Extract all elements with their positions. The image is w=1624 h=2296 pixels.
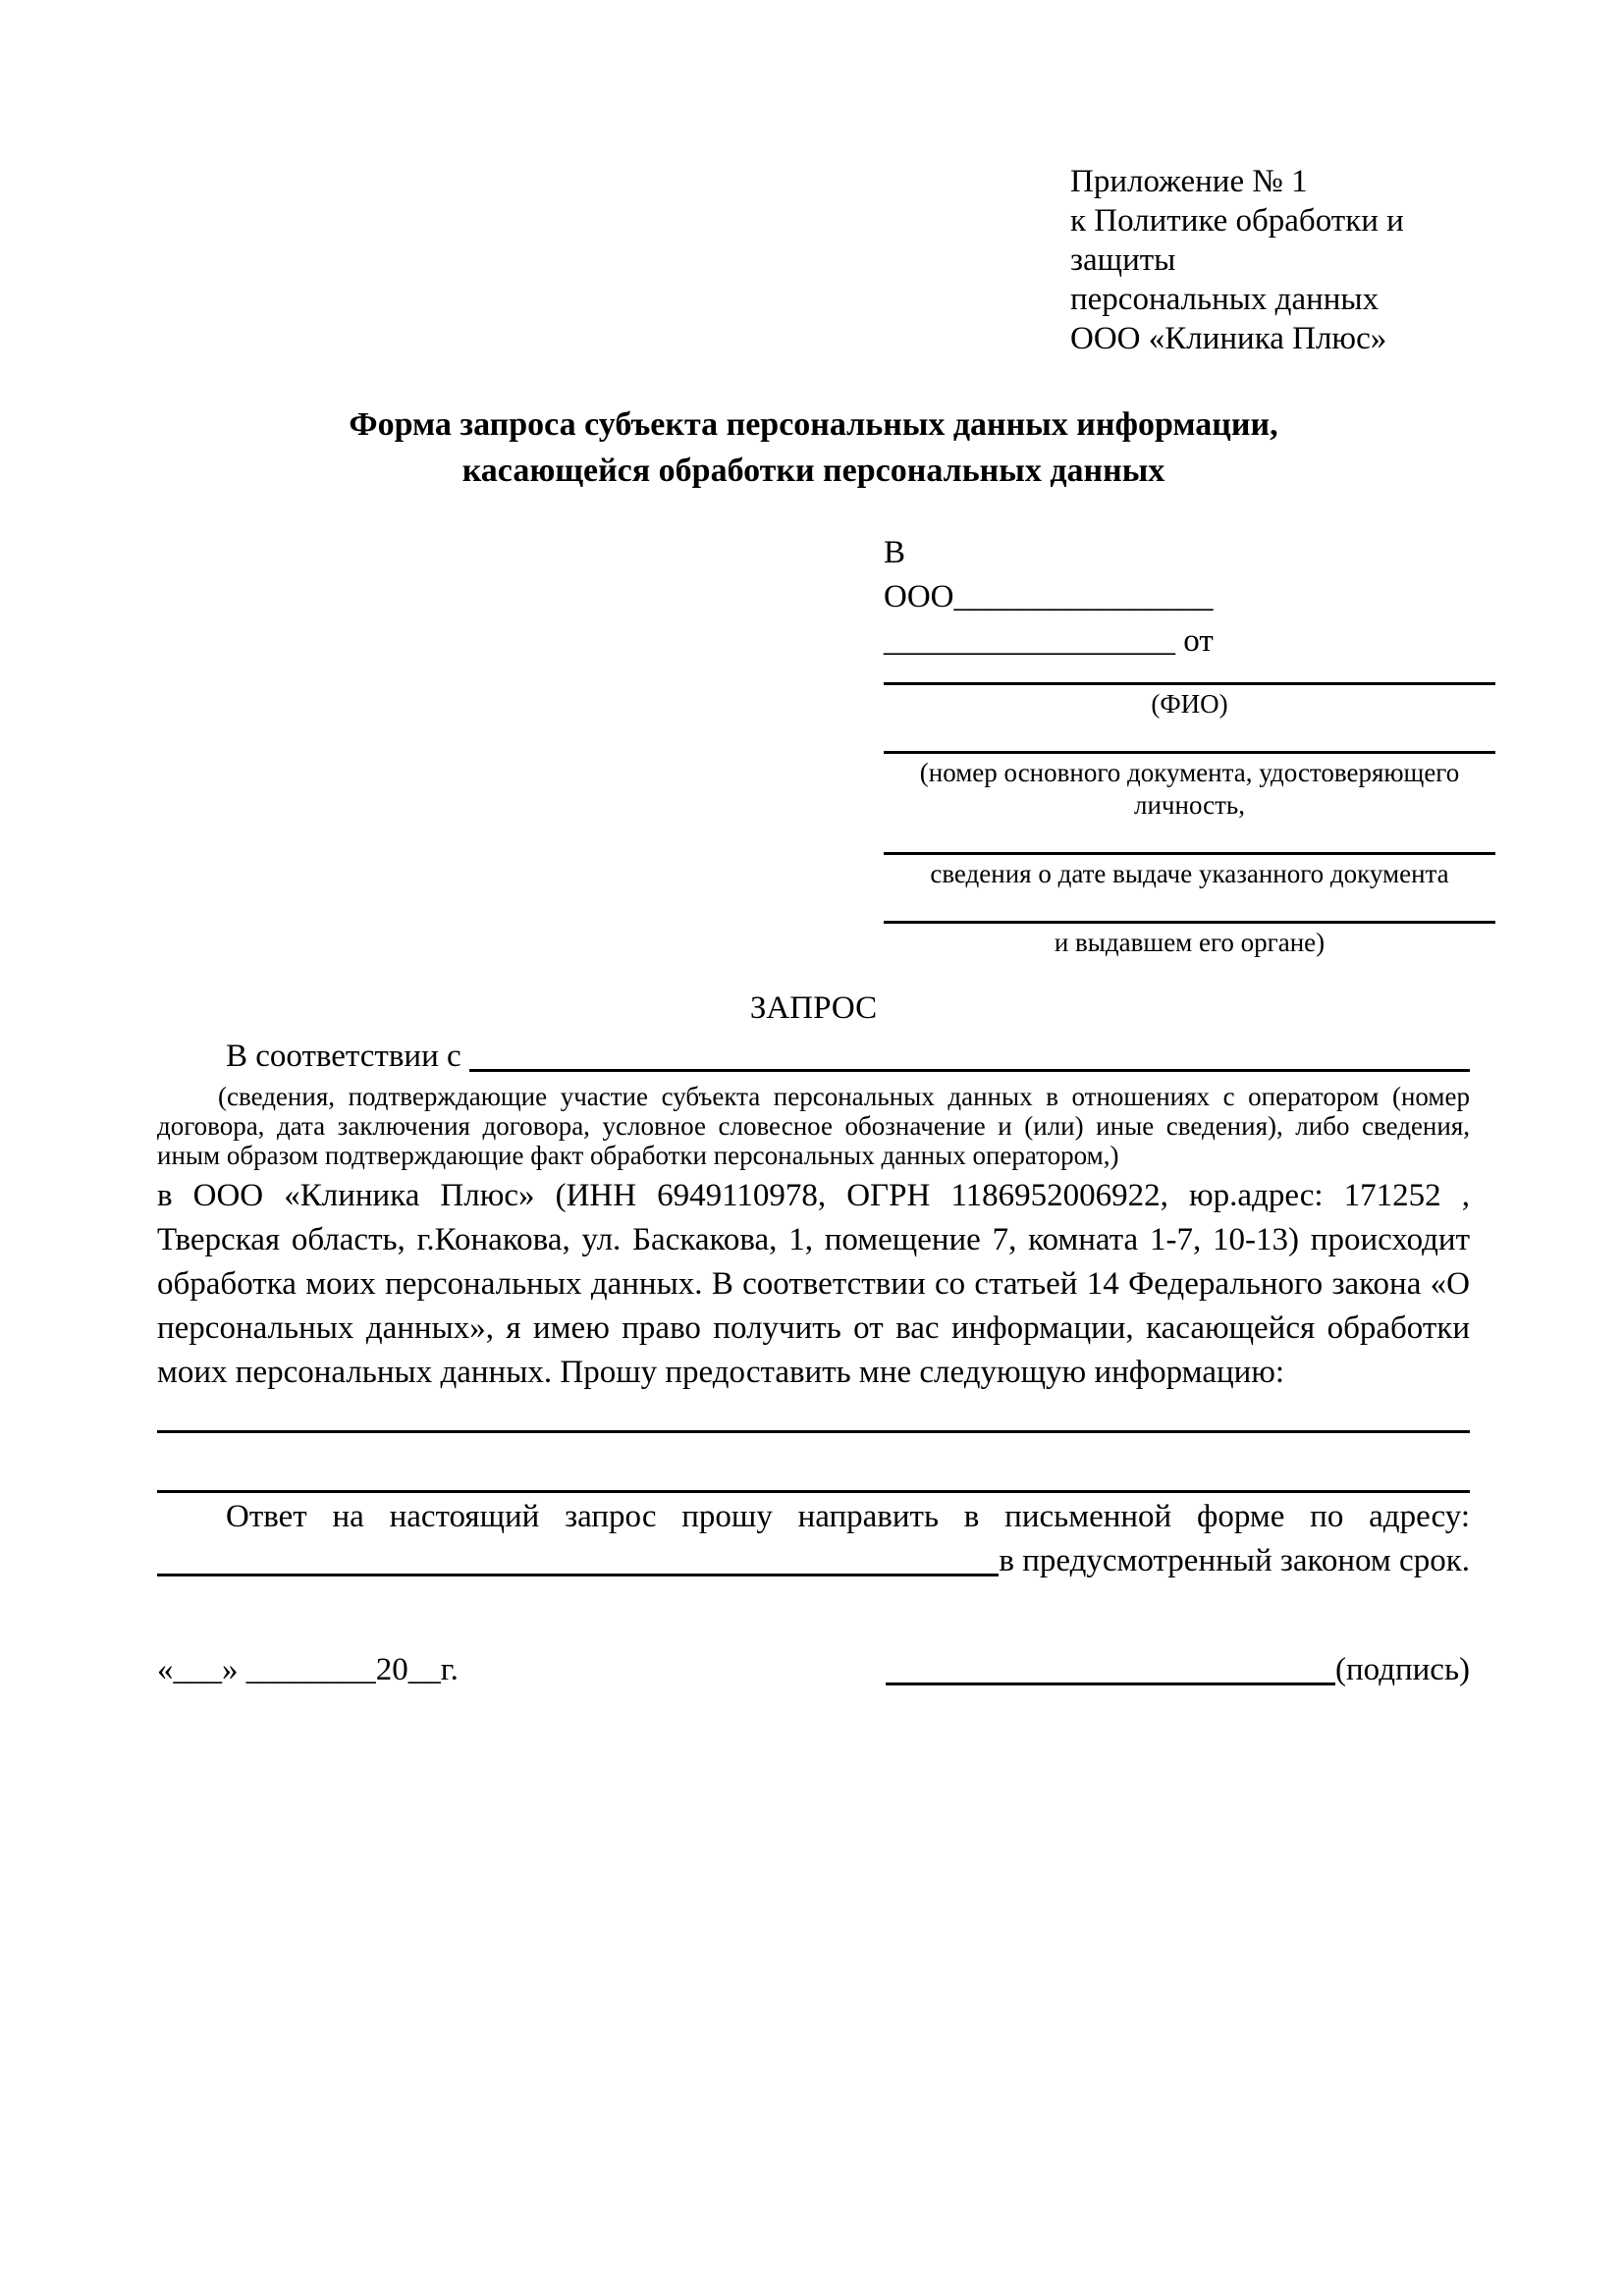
answer-paragraph: Ответ на настоящий запрос прошу направить в письменной форме по адресу: <box>226 1499 1470 1534</box>
appendix-note-line-3: персональных данных <box>1070 282 1380 317</box>
basis-line <box>157 1035 1470 1079</box>
answer-suffix: в предусмотренный законом срок. <box>999 1543 1470 1578</box>
basis-prefix: В соответствии с <box>226 1039 469 1074</box>
info-write-line-2 <box>157 1490 1470 1493</box>
info-write-line-1 <box>157 1430 1470 1433</box>
request-body: в ООО «Клиника Плюс» (ИНН 6949110978, ОГРН 1186952006922, юр.адрес: 171252 , Тверская область, г.Конакова, ул. Баскакова, 1, помещение 7, комната 1-7, 10-13) происходит обработка моих персональных данных. В соответствии со статьей 14 Федерального закона «О персональных данных», я имею право получить от вас информации, касающейся обработки моих персональных данных. Прошу предоставить мне следующую информацию: <box>157 1178 1470 1390</box>
address-write-line <box>157 1539 999 1576</box>
issue-date-write-line <box>884 822 1495 855</box>
issue-org-field-label: и выдавшем его органе) <box>1054 928 1326 957</box>
date-line: «___» ________20__г. <box>157 1652 459 1687</box>
addressee-block <box>884 531 1495 959</box>
signature-write-line <box>886 1656 1335 1685</box>
document-title-line-1: Форма запроса субъекта персональных данных информации, <box>349 406 1278 443</box>
addressee-from-suffix: от <box>1175 623 1214 659</box>
request-heading: ЗАПРОС <box>749 990 878 1026</box>
appendix-note <box>1070 162 1470 358</box>
id-doc-write-line <box>884 721 1495 754</box>
id-doc-field-label: (номер основного документа, удостоверяющего личность, <box>919 758 1460 820</box>
document-title-line-2: касающейся обработки персональных данных <box>461 453 1165 489</box>
document-title <box>157 401 1470 494</box>
fine-print-note: (сведения, подтверждающие участие субъекта персональных данных в отношениях с оператором (номер договора, дата заключения договора, условное словесное обозначение и (или) иные сведения), либо сведения, иным образом подтверждающие факт обработки персональных данных оператором,) <box>157 1082 1470 1170</box>
answer-address-line <box>157 1539 1470 1583</box>
appendix-note-line-4: ООО «Клиника Плюс» <box>1070 321 1387 356</box>
signature-group <box>886 1648 1470 1692</box>
fio-field <box>884 664 1495 721</box>
basis-write-line <box>469 1035 1470 1072</box>
issue-org-write-line <box>884 890 1495 924</box>
addressee-company-line: ООО________________ <box>884 579 1214 614</box>
signature-label: (подпись) <box>1335 1652 1470 1687</box>
addressee-to: В <box>884 535 906 570</box>
appendix-note-line-1: Приложение № 1 <box>1070 164 1308 199</box>
issue-org-field <box>884 890 1495 959</box>
fio-write-line <box>884 664 1495 685</box>
addressee-from-underscores: __________________ <box>884 623 1175 659</box>
issue-date-field-label: сведения о дате выдаче указанного документа <box>930 859 1449 888</box>
footer-row <box>157 1648 1470 1692</box>
id-doc-field <box>884 721 1495 822</box>
fio-field-label: (ФИО) <box>1151 689 1228 719</box>
issue-date-field <box>884 822 1495 890</box>
appendix-note-line-2: к Политике обработки и защиты <box>1070 203 1404 278</box>
addressee-from-line <box>884 619 1495 664</box>
